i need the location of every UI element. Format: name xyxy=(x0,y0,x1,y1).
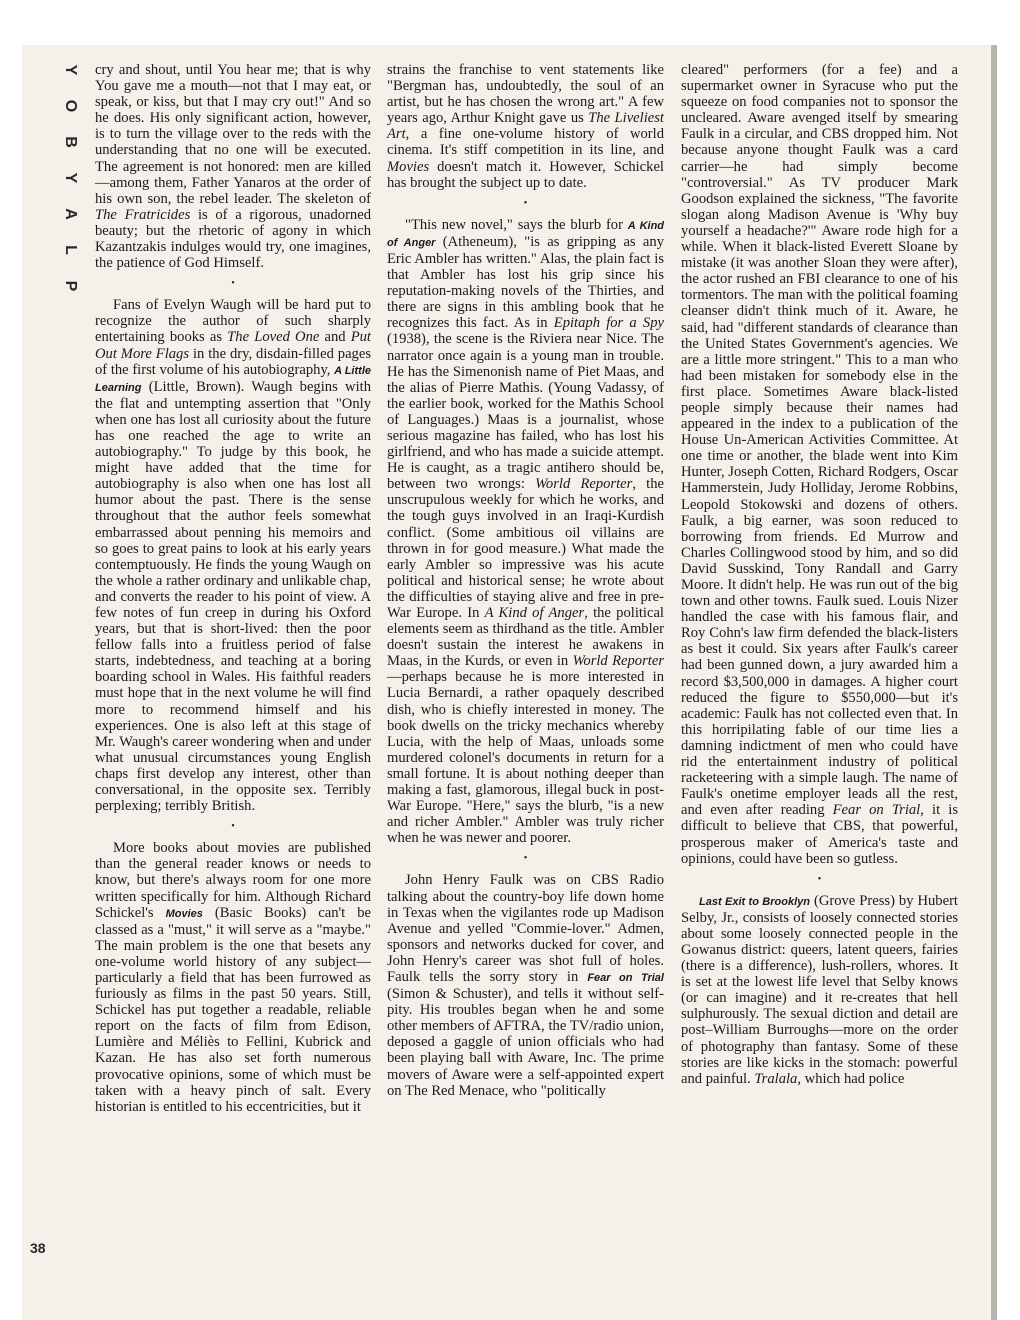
page-number: 38 xyxy=(30,1240,46,1256)
book-title: The Fratricides xyxy=(95,206,191,223)
reviewed-book-title: Last Exit to Brooklyn xyxy=(699,895,810,908)
reviewed-book-title: A Little Learning xyxy=(95,364,371,394)
book-title: Epitaph for a Spy xyxy=(553,315,664,332)
text-column-1 xyxy=(95,62,371,1115)
masthead-letter: B xyxy=(62,136,79,148)
section-separator: • xyxy=(523,197,528,209)
paragraph: "This new novel," says the blurb for A Kind of Anger (Atheneum), "is as gripping as any Eric Ambler has written." Alas, the plain fact is that Ambler has lost his grip since his reputation-making novels of the Thirties, and there are signs in this ambling book that he recognizes this fact. As in Epitaph for a Spy (1938), the scene is the Riviera near Nice. The narrator once again is a young man in trouble. He has the Simenonish name of Piet Maas, and the alias of Pierre Mathis. (Young Vadassy, of the earlier book, worked for the Mathis School of Languages.) Maas is a journalist, whose serious magazine has failed, who has lost his girlfriend, and who has made a suicide attempt. He is caught, as a tragic antihero should be, between two wrongs: World Reporter, the unscrupulous weekly for which he works, and the tough guys involved in an Iraqi-Kurdish conflict. (Some ambitious oil villains are thrown in for good measure.) What made the early Ambler so impressive was his acute political and historical sense; he wrote about the difficulties of staying alive and free in pre-War Europe. In A Kind of Anger, the political elements seem as thirdhand as the title. Ambler doesn't sustain the interest he awakens in Maas, in the Kurds, or even in World Reporter—perhaps because he is more interested in Lucia Bernardi, a rather opaquely described dish, who is chiefly interested in money. The book dwells on the tricky mechanics whereby Lucia, with the help of Maas, unloads some murdered colonel's documents in return for a small fortune. It is about nothing deeper than making a fast, glamorous, illegal buck in post-War Europe. "Here," says the blurb, "is a new and richer Ambler." Ambler was truly richer when he was newer and poorer. xyxy=(387,216,665,847)
book-title: World Reporter xyxy=(572,653,664,670)
book-title: Fear on Trial xyxy=(832,802,921,819)
playboy-masthead xyxy=(58,62,82,302)
paragraph: More books about movies are published than the general reader knows or needs to know, but there's always room for one more written specifically for him. Although Richard Schickel's Movies (Basic Books) can't be classed as a "must," it will serve as a "maybe." The main problem is the one that besets any one-volume world history of any subject—particularly a field that has been furrowed as furiously as films in the past 50 years. Still, Schickel has put together a readable, reliable report on the facts of film from Edison, Lumière and Méliès to Fellini, Kubrick and Kazan. He has also set forth numerous provocative opinions, some of which must be taken with a heavy pinch of salt. Every historian is entitled to his eccentricities, but it xyxy=(95,840,371,1115)
book-title: Tralala xyxy=(754,1070,798,1087)
paragraph: Fans of Evelyn Waugh will be hard put to recognize the author of such sharply entertaining books as The Loved One and Put Out More Flags in the dry, disdain-filled pages of the first volume of his autobiography, A Little Learning (Little, Brown). Waugh begins with the flat and untempting assertion that "Only when one has lost all curiosity about the future has one reached the age to write an autobiography." To judge by this book, he might have added that the time for autobiography is also when one has lost all humor about the past. There is the sense throughout that the author feels somewhat embarrassed about penning his memoirs and so goes to great pains to look at his early years contemptuously. He finds the young Waugh on the whole a rather ordinary and unlikable chap, and converts the reader to his point of view. A few notes of fun creep in during his Oxford years, but that is short-lived: then the poor fellow falls into a fruitless period of false starts, indebtedness, and teaching at a boring boarding school in Wales. His faithful readers must hope that in the next volume he will find more to recommend himself and his experiences. One is also left at this stage of Mr. Waugh's career wondering when and under what unusual circumstances young English chaps first develop any interest, other than conversational, in the opposite sex. Terribly perplexing; terribly British. xyxy=(95,297,372,815)
paragraph: John Henry Faulk was on CBS Radio talking about the country-boy life down home in Texas when the vigilantes rode up Madison Avenue and yelled "Commie-lover." Admen, sponsors and networks ducked for cover, and John Henry's career was shot full of holes. Faulk tells the sorry story in Fear on Trial (Simon & Schuster), and tells it without self-pity. His troubles began when he and some other members of AFTRA, the TV/radio union, deposed a gaggle of union officials who had been playing ball with Aware, Inc. The prime movers of Aware were a self-appointed expert on The Red Menace, who "politically xyxy=(387,872,664,1099)
reviewed-book-title: Fear on Trial xyxy=(587,971,664,984)
masthead-letter: P xyxy=(62,280,79,292)
masthead-letter: Y xyxy=(62,64,79,76)
paragraph: Last Exit to Brooklyn (Grove Press) by Hubert Selby, Jr., consists of loosely connected stories about some loosely connected people in the Gowanus district: queers, latent queers, fairies (there is a difference), lush-rollers, whores. It is set at the lowest life level that Selby knows (or can imagine) and it re-creates that hell sulphurously. The sexual diction and detail are post–William Burroughs—more on the order of photography than fantasy. Some of these stories are like kicks in the stomach: powerful and painful. Tralala, which had police xyxy=(681,892,958,1087)
section-separator: • xyxy=(231,821,235,833)
masthead-letter: O xyxy=(62,99,79,113)
paragraph: cry and shout, until You hear me; that is why You gave me a mouth—not that I may eat, or speak, or kiss, but that I may cry out!" And so he does. His only significant action, however, is to turn the village over to the reds with the understanding that no one will be executed. The agreement is not honored: men are killed—among them, Father Yanaros at the order of his own son, the rebel leader. The skeleton of The Fratricides is of a rigorous, unadorned beauty; but the rhetoric of agony in which Kazantzakis indulges would try, one imagines, the patience of God Himself. xyxy=(95,62,371,272)
book-title: World Reporter xyxy=(535,476,633,493)
text-column-3 xyxy=(681,62,958,1087)
book-title: A Kind of Anger xyxy=(484,605,585,621)
book-title: The Loved One xyxy=(227,329,320,346)
book-title: Put Out More Flags xyxy=(95,329,371,362)
reviewed-book-title: Movies xyxy=(165,907,203,920)
paragraph: strains the franchise to vent statements like "Bergman has, undoubtedly, the soul of an artist, but he has chosen the wrong art." A few years ago, Arthur Knight gave us The Liveliest Art, a fine one-volume history of world cinema. It's stiff competition in its line, and Movies doesn't match it. However, Schickel has brought the subject up to date. xyxy=(387,62,664,191)
reviewed-book-title: A Kind of Anger xyxy=(387,219,665,249)
book-title: The Liveliest Art xyxy=(387,110,664,143)
masthead-letter: L xyxy=(62,245,79,255)
section-separator: • xyxy=(523,853,528,865)
book-title: Movies xyxy=(387,158,430,175)
masthead-letter: Y xyxy=(62,172,79,184)
paragraph: cleared" performers (for a fee) and a supermarket owner in Syracuse who put the squeeze on food companies not to sponsor the uncleared. Aware avenged itself by smearing Faulk in a circular, and CBS dropped him. Not because anyone thought Faulk was a card carrier—he had simply become "controversial." As TV producer Mark Goodson explained the sickness, "The favorite slogan along Madison Avenue is 'Why buy yourself a headache?'" Aware rode high for a while. When it black-listed Everett Sloane by mistake (it was another Sloan they were after), the actor rushed an FBI clearance to one of his tormentors. The man with the political foaming cleanser didn't think much of it. Aware, he said, had "different standards of clearance than the United States Government's agencies. We are a little more stringent." This to a man who had been mistaken for somebody else in the first place. Sometimes Aware black-listed people simply because their names had appeared in the index to a publication of the House Un-American Activities Committee. At one time or another, the blade went into Kim Hunter, Joseph Cotten, Richard Rodgers, Oscar Hammerstein, Judy Holliday, Jerome Robbins, Leopold Stokowski and dozens of others. Faulk, a big earner, was soon reduced to borrowing from friends. Ed Murrow and Charles Collingwood stood by him, and so did David Susskind, Tony Randall and Garry Moore. It didn't help. He was run out of the big town and other towns. Faulk sued. Louis Nizer handled the case with his famous flair, and Roy Cohn's law firm defended the black-listers as best it could. Six years after Faulk's career had been gunned down, a jury awarded him a record $3,500,000 in damages. A higher court reduced the figure to $550,000—but it's academic: Faulk has not collected even that. In this horripilating fable of our time lies a damning indictment of men who could have rid the entertainment industry of political racketeering with a simple laugh. The name of Faulk's onetime employer leads all the rest, and even after reading Fear on Trial, it is difficult to believe that CBS, that powerful, prosperous maker of America's taste and opinions, could have been so gutless. xyxy=(681,62,958,867)
section-separator: • xyxy=(817,873,822,885)
section-separator: • xyxy=(231,278,235,290)
masthead-letter: A xyxy=(62,208,79,220)
text-column-2 xyxy=(387,62,664,1099)
